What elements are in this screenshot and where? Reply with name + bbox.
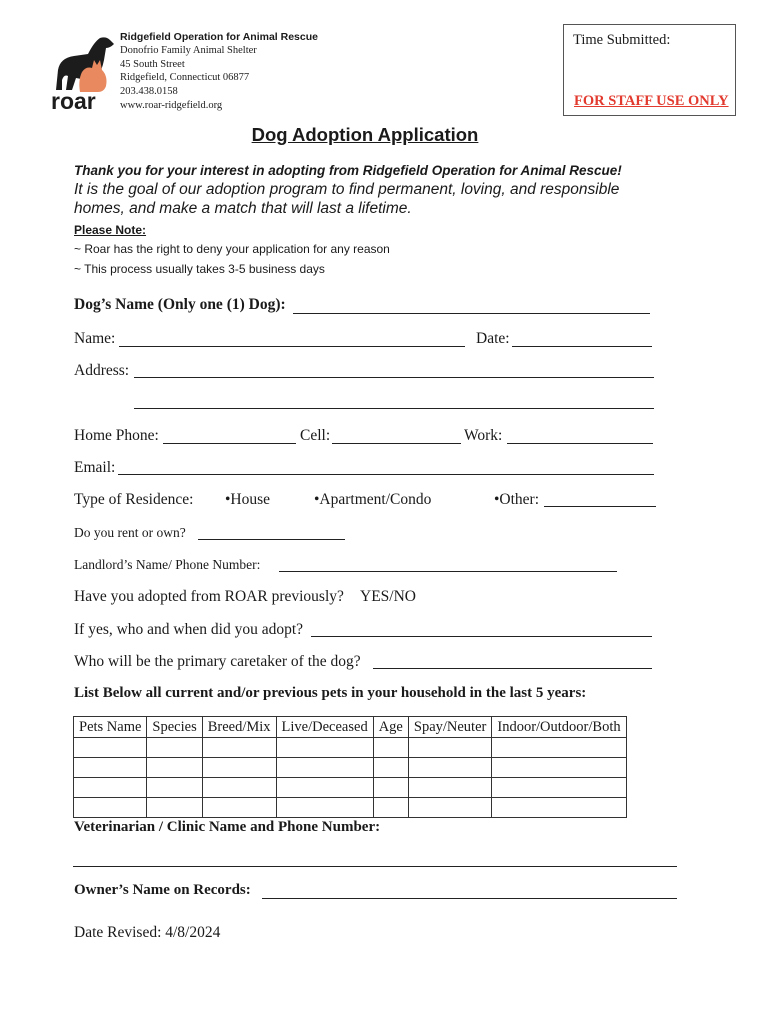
table-cell[interactable]: [492, 758, 626, 778]
org-name: Ridgefield Operation for Animal Rescue: [120, 31, 318, 43]
intro-goal-line1: It is the goal of our adoption program to find permanent, loving, and responsible: [74, 181, 620, 198]
table-cell[interactable]: [74, 738, 147, 758]
if-yes-label: If yes, who and when did you adopt?: [74, 621, 304, 638]
address-field-line1[interactable]: [134, 377, 654, 378]
name-label: Name:: [74, 330, 116, 347]
email-field[interactable]: [118, 474, 654, 475]
note-heading: Please Note:: [74, 223, 147, 237]
name-field[interactable]: [119, 346, 465, 347]
residence-house-option[interactable]: •House: [225, 491, 271, 508]
pets-heading: List Below all current and/or previous pets in your household in the last 5 years:: [74, 685, 587, 701]
table-row: [74, 798, 627, 818]
staff-use-box: [563, 24, 736, 116]
table-cell[interactable]: [147, 798, 202, 818]
pets-table: [73, 716, 627, 818]
page-title: Dog Adoption Application: [251, 124, 479, 145]
vet-field[interactable]: [73, 866, 677, 867]
table-cell[interactable]: [408, 778, 491, 798]
date-label: Date:: [476, 330, 510, 347]
table-cell[interactable]: [74, 758, 147, 778]
cell-label: Cell:: [300, 427, 331, 444]
table-row: [74, 778, 627, 798]
note-timing: ~ This process usually takes 3-5 business days: [74, 262, 325, 276]
dog-name-field[interactable]: [293, 313, 650, 314]
col-species: Species: [147, 717, 202, 738]
cell-field[interactable]: [332, 443, 461, 444]
col-indoor-outdoor: Indoor/Outdoor/Both: [492, 717, 626, 738]
rent-own-label: Do you rent or own?: [74, 525, 186, 540]
table-row: [74, 738, 627, 758]
date-revised: Date Revised: 4/8/2024: [74, 924, 221, 941]
email-label: Email:: [74, 459, 116, 476]
table-cell[interactable]: [408, 758, 491, 778]
table-cell[interactable]: [202, 738, 276, 758]
table-cell[interactable]: [147, 778, 202, 798]
home-phone-field[interactable]: [163, 443, 296, 444]
col-pets-name: Pets Name: [74, 717, 147, 738]
owner-records-field[interactable]: [262, 898, 677, 899]
table-cell[interactable]: [373, 778, 408, 798]
table-cell[interactable]: [373, 798, 408, 818]
table-cell[interactable]: [408, 738, 491, 758]
col-spay-neuter: Spay/Neuter: [408, 717, 491, 738]
pets-table-header-row: [74, 717, 627, 738]
caretaker-label: Who will be the primary caretaker of the dog?: [74, 653, 361, 670]
residence-other-option[interactable]: •Other:: [494, 491, 540, 508]
table-row: [74, 758, 627, 778]
table-cell[interactable]: [492, 798, 626, 818]
org-website[interactable]: www.roar-ridgefield.org: [120, 100, 223, 111]
table-cell[interactable]: [492, 738, 626, 758]
roar-logo: [48, 30, 116, 114]
intro-thanks: Thank you for your interest in adopting from Ridgefield Operation for Animal Rescue!: [74, 163, 622, 178]
table-cell[interactable]: [373, 738, 408, 758]
staff-use-label: FOR STAFF USE ONLY: [574, 93, 729, 109]
table-cell[interactable]: [202, 798, 276, 818]
landlord-field[interactable]: [279, 571, 617, 572]
table-cell[interactable]: [276, 738, 373, 758]
table-cell[interactable]: [276, 778, 373, 798]
rent-own-field[interactable]: [198, 539, 345, 540]
table-cell[interactable]: [408, 798, 491, 818]
table-cell[interactable]: [147, 758, 202, 778]
table-cell[interactable]: [373, 758, 408, 778]
work-field[interactable]: [507, 443, 653, 444]
table-cell[interactable]: [202, 778, 276, 798]
if-yes-field[interactable]: [311, 636, 652, 637]
dog-name-label: Dog’s Name (Only one (1) Dog):: [74, 296, 286, 313]
city-address: Ridgefield, Connecticut 06877: [120, 72, 250, 83]
residence-label: Type of Residence:: [74, 491, 194, 508]
col-age: Age: [373, 717, 408, 738]
address-label: Address:: [74, 362, 130, 379]
col-live-deceased: Live/Deceased: [276, 717, 373, 738]
home-phone-label: Home Phone:: [74, 427, 159, 444]
org-phone: 203.438.0158: [120, 86, 178, 97]
work-label: Work:: [464, 427, 503, 444]
yes-no-option[interactable]: YES/NO: [360, 588, 416, 605]
vet-label: Veterinarian / Clinic Name and Phone Number:: [74, 819, 381, 835]
table-cell[interactable]: [276, 798, 373, 818]
col-breed: Breed/Mix: [202, 717, 276, 738]
residence-apartment-option[interactable]: •Apartment/Condo: [314, 491, 432, 508]
table-cell[interactable]: [492, 778, 626, 798]
date-field[interactable]: [512, 346, 652, 347]
table-cell[interactable]: [74, 798, 147, 818]
intro-goal-line2: homes, and make a match that will last a lifetime.: [74, 200, 412, 217]
owner-records-label: Owner’s Name on Records:: [74, 882, 251, 898]
caretaker-field[interactable]: [373, 668, 652, 669]
table-cell[interactable]: [147, 738, 202, 758]
table-cell[interactable]: [74, 778, 147, 798]
shelter-name: Donofrio Family Animal Shelter: [120, 45, 257, 56]
logo-wordmark: roar: [51, 88, 96, 114]
street-address: 45 South Street: [120, 59, 185, 70]
address-field-line2[interactable]: [134, 408, 654, 409]
table-cell[interactable]: [276, 758, 373, 778]
landlord-label: Landlord’s Name/ Phone Number:: [74, 557, 261, 572]
note-deny: ~ Roar has the right to deny your application for any reason: [74, 242, 390, 256]
table-cell[interactable]: [202, 758, 276, 778]
adopted-before-label: Have you adopted from ROAR previously?: [74, 588, 344, 605]
residence-other-field[interactable]: [544, 506, 656, 507]
time-submitted-label: Time Submitted:: [573, 32, 671, 48]
